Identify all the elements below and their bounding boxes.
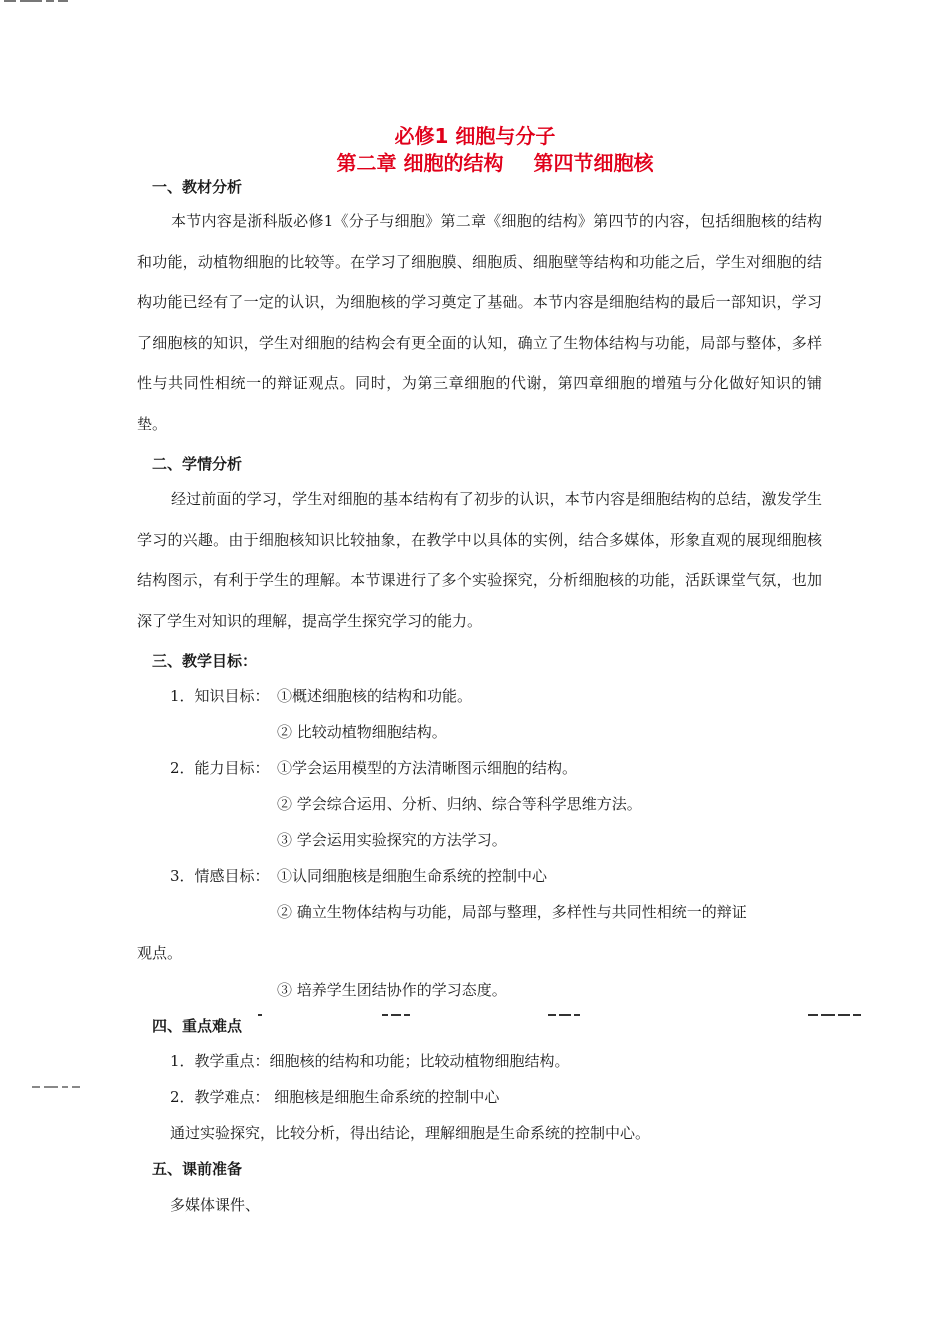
scan-artifact-mid-3 xyxy=(548,1014,583,1020)
preparation-item: 多媒体课件、 xyxy=(170,1196,261,1214)
scan-artifact-mid-1 xyxy=(258,1014,265,1020)
section-title: 第四节细胞核 xyxy=(533,151,654,175)
goal-emotion-label: 3．情感目标： xyxy=(170,867,270,885)
scan-artifact-left xyxy=(32,1086,92,1092)
goal-emotion-3: ③ 培养学生团结协作的学习态度。 xyxy=(277,981,507,999)
key-point-method: 通过实验探究，比较分析，得出结论，理解细胞是生命系统的控制中心。 xyxy=(170,1124,651,1142)
scan-artifact-mid-2 xyxy=(382,1014,413,1020)
section-heading-key-points: 四、重点难点 xyxy=(152,1017,243,1035)
goal-ability-3: ③ 学会运用实验探究的方法学习。 xyxy=(277,831,507,849)
section-heading-preparation: 五、课前准备 xyxy=(152,1160,243,1178)
key-point-focus: 1．教学重点：细胞核的结构和功能；比较动植物细胞结构。 xyxy=(170,1052,570,1070)
document-title-line1: 必修1 细胞与分子 xyxy=(394,124,556,148)
key-point-difficulty: 2．教学难点： 细胞核是细胞生命系统的控制中心 xyxy=(170,1088,500,1106)
goal-knowledge-1: ①概述细胞核的结构和功能。 xyxy=(277,687,473,705)
section-heading-students: 二、学情分析 xyxy=(152,455,243,473)
goal-emotion-2: ② 确立生物体结构与功能，局部与整理，多样性与共同性相统一的辩证 xyxy=(277,903,747,921)
scan-artifact-top xyxy=(4,0,76,6)
goal-emotion-1: ①认同细胞核是细胞生命系统的控制中心 xyxy=(277,867,548,885)
section-heading-analysis: 一、教材分析 xyxy=(152,178,243,196)
goal-ability-label: 2．能力目标： xyxy=(170,759,270,777)
document-title-line2 xyxy=(0,150,950,176)
goal-knowledge-2: ② 比较动植物细胞结构。 xyxy=(277,723,447,741)
chapter-title: 第二章 细胞的结构 xyxy=(336,151,504,175)
goal-emotion-2-continued: 观点。 xyxy=(137,944,183,962)
scan-artifact-mid-4 xyxy=(808,1014,864,1020)
goal-ability-1: ①学会运用模型的方法清晰图示细胞的结构。 xyxy=(277,759,578,777)
goal-ability-2: ② 学会综合运用、分析、归纳、综合等科学思维方法。 xyxy=(277,795,642,813)
section-paragraph-students: 经过前面的学习，学生对细胞的基本结构有了初步的认识，本节内容是细胞结构的总结，激发学生学习的兴趣。由于细胞核知识比较抽象，在教学中以具体的实例，结合多媒体，形象直观的展现细胞核结构图示，有利于学生的理解。本节课进行了多个实验探究，分析细胞核的功能，活跃课堂气氛，也加深了学生对知识的理解，提高学生探究学习的能力。 xyxy=(137,490,822,630)
goal-knowledge-label: 1．知识目标： xyxy=(170,687,270,705)
section-heading-goals: 三、教学目标： xyxy=(152,652,258,670)
section-paragraph-analysis: 本节内容是浙科版必修1《分子与细胞》第二章《细胞的结构》第四节的内容，包括细胞核的结构和功能，动植物细胞的比较等。在学习了细胞膜、细胞质、细胞壁等结构和功能之后，学生对细胞的结构功能已经有了一定的认识，为细胞核的学习奠定了基础。本节内容是细胞结构的最后一部知识，学习了细胞核的知识，学生对细胞的结构会有更全面的认知，确立了生物体结构与功能，局部与整体，多样性与共同性相统一的辩证观点。同时，为第三章细胞的代谢，第四章细胞的增殖与分化做好知识的铺垫。 xyxy=(137,212,822,433)
